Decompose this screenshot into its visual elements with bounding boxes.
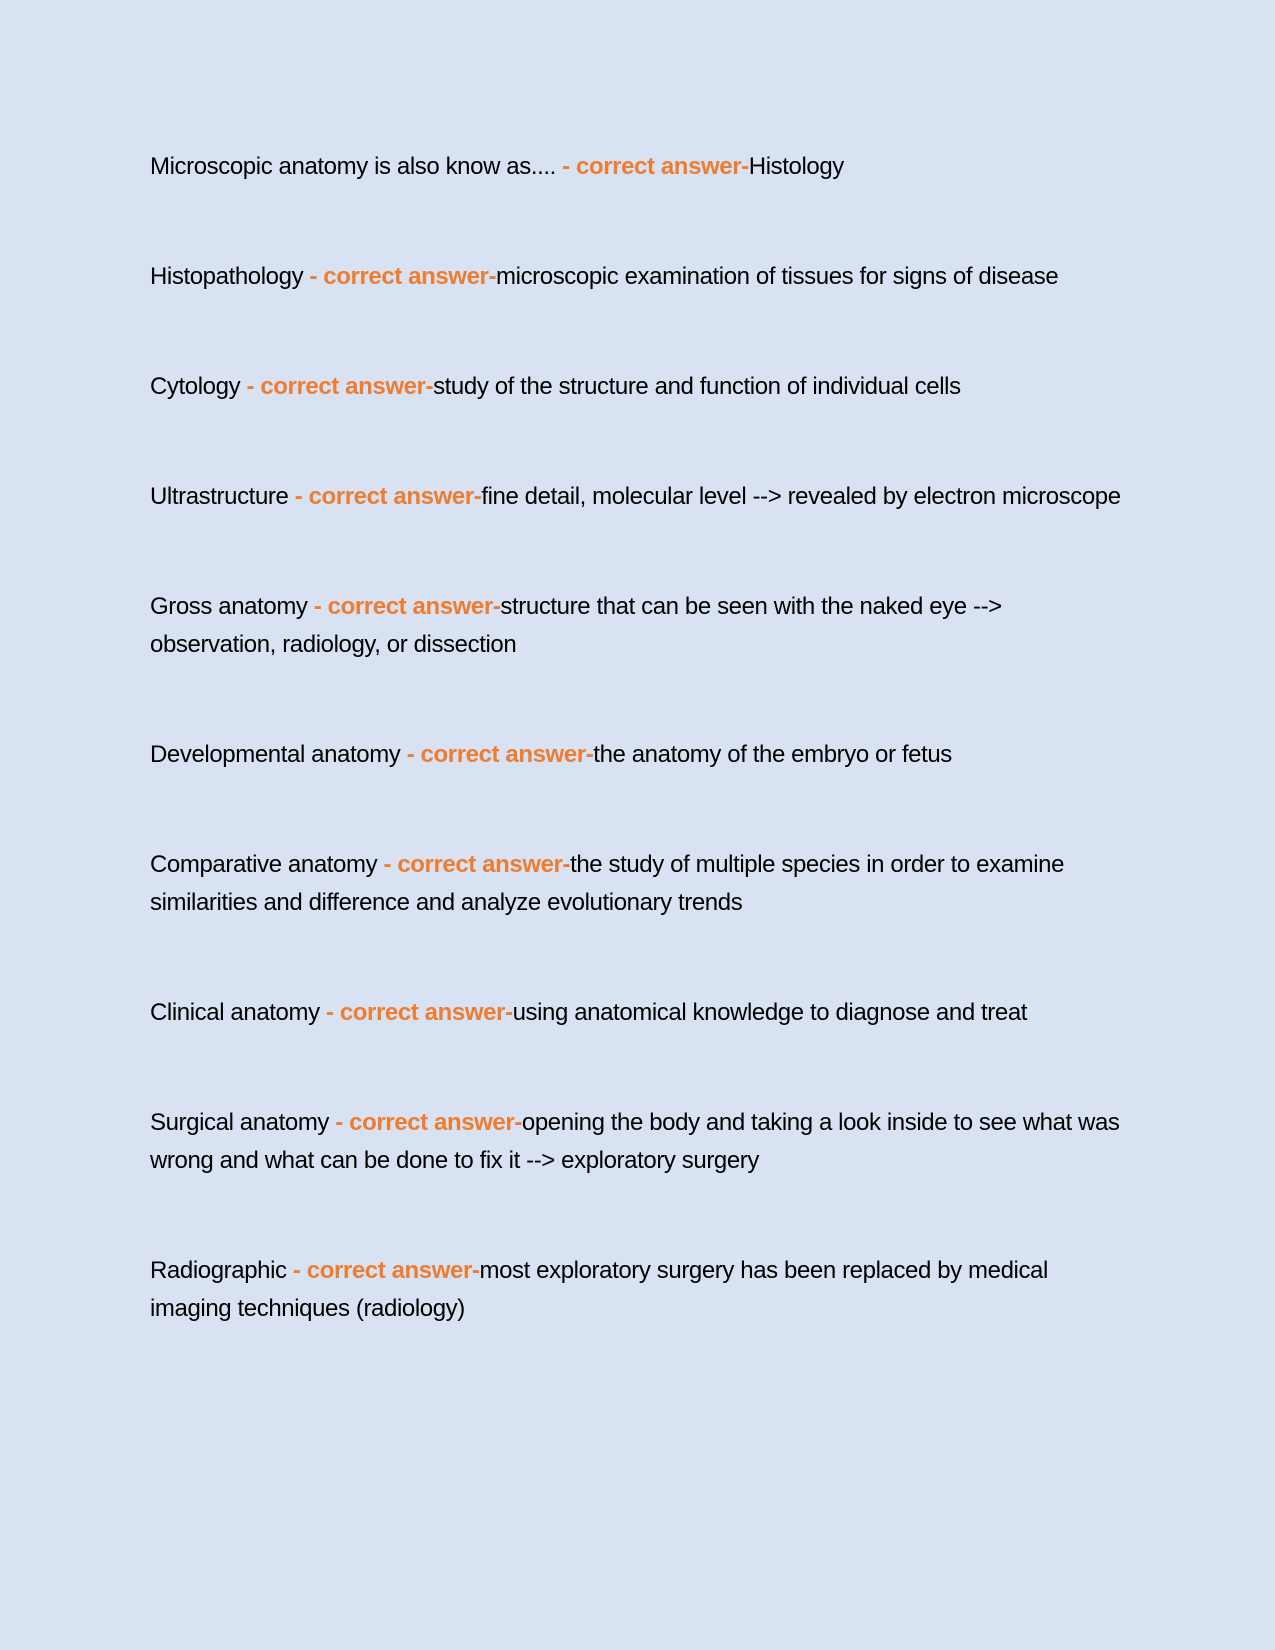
term: Comparative anatomy: [150, 851, 378, 878]
answer-separator: - correct answer-: [288, 483, 482, 510]
term: Gross anatomy: [150, 593, 308, 620]
answer: Histology: [748, 153, 844, 180]
term: Histopathology: [150, 263, 304, 290]
term: Clinical anatomy: [150, 999, 320, 1026]
answer: most exploratory surgery has been replaced by medical imaging techniques (radiology): [150, 1257, 1048, 1322]
answer-separator: - correct answer-: [307, 593, 501, 620]
qa-entry-developmental-anatomy: [150, 736, 1130, 774]
qa-entry-clinical-anatomy: [150, 994, 1130, 1032]
answer: structure that can be seen with the naked eye --> observation, radiology, or dissection: [150, 593, 1002, 658]
answer-separator: - correct answer-: [286, 1257, 480, 1284]
qa-entry-histopathology: [150, 258, 1130, 296]
answer-separator: - correct answer-: [400, 741, 594, 768]
qa-entry-comparative-anatomy: [150, 846, 1130, 922]
answer: fine detail, molecular level --> revealed by electron microscope: [481, 483, 1121, 510]
answer-separator: - correct answer-: [329, 1109, 522, 1136]
qa-entry-surgical-anatomy: [150, 1104, 1130, 1180]
qa-entry-radiographic: [150, 1252, 1130, 1328]
answer: the anatomy of the embryo or fetus: [593, 741, 952, 768]
qa-entry-ultrastructure: [150, 478, 1130, 516]
qa-entry-histology: [150, 148, 1130, 186]
term: Microscopic anatomy is also know as....: [150, 153, 556, 180]
answer-separator: - correct answer-: [240, 373, 434, 400]
term: Radiographic: [150, 1257, 287, 1284]
term: Developmental anatomy: [150, 741, 401, 768]
term: Surgical anatomy: [150, 1109, 330, 1136]
answer-separator: - correct answer-: [319, 999, 513, 1026]
answer: using anatomical knowledge to diagnose and treat: [512, 999, 1028, 1026]
answer: microscopic examination of tissues for signs of disease: [496, 263, 1059, 290]
document-page: [150, 148, 1130, 1400]
term: Ultrastructure: [150, 483, 289, 510]
term: Cytology: [150, 373, 241, 400]
answer-separator: - correct answer-: [555, 153, 749, 180]
qa-entry-gross-anatomy: [150, 588, 1130, 664]
answer-separator: - correct answer-: [377, 851, 571, 878]
answer-separator: - correct answer-: [303, 263, 497, 290]
answer: opening the body and taking a look inside to see what was wrong and what can be done to fix it --> exploratory surgery: [150, 1109, 1120, 1174]
answer: study of the structure and function of individual cells: [433, 373, 961, 400]
answer: the study of multiple species in order to examine similarities and difference and analyze evolutionary trends: [150, 851, 1065, 916]
qa-entry-cytology: [150, 368, 1130, 406]
